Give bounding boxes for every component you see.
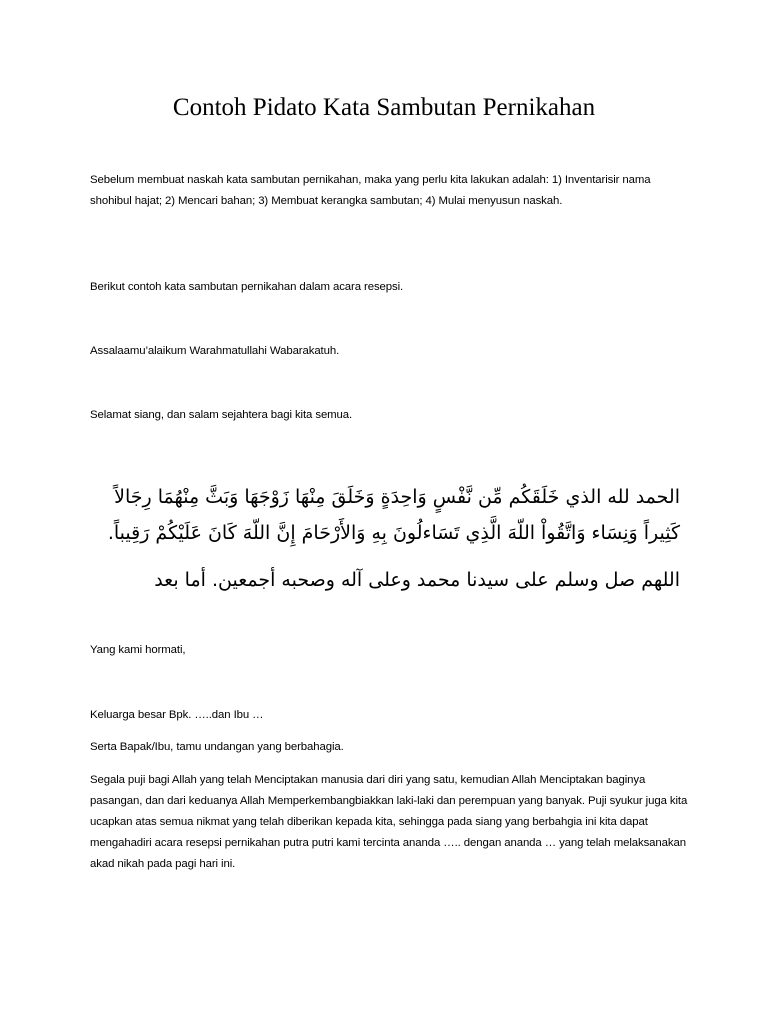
- example-intro-paragraph: Berikut contoh kata sambutan pernikahan dalam acara resepsi.: [90, 281, 404, 293]
- guests-line: Serta Bapak/Ibu, tamu undangan yang berbahagia.: [90, 741, 344, 753]
- page-title: Contoh Pidato Kata Sambutan Pernikahan: [172, 94, 596, 121]
- honored-guests-line: Yang kami hormati,: [90, 644, 186, 656]
- arabic-shalawat: اللهم صل وسلم على سيدنا محمد وعلى آله وصحبه أجمعين. أما بعد: [154, 569, 680, 591]
- greeting-paragraph: Assalaamu’alaikum Warahmatullahi Wabarakatuh.: [90, 345, 340, 357]
- intro-paragraph: Sebelum membuat naskah kata sambutan pernikahan, maka yang perlu kita lakukan adalah: 1) Inventarisir nama shohibul hajat; 2) Mencari bahan; 3) Membuat kerangka sambutan; 4) Mulai menyusun naskah.: [90, 174, 651, 207]
- salutation-paragraph: Selamat siang, dan salam sejahtera bagi kita semua.: [90, 409, 353, 421]
- arabic-verse: الحمد لله الذي خَلَقَكُم مِّن نَّفْسٍ وَاحِدَةٍ وَخَلَقَ مِنْهَا زَوْجَهَا وَبَثَّ مِنْهُمَا رِجَالاً كَثِيراً وَنِسَاء وَاتَّقُواْ اللّهَ الَّذِي تَسَاءلُونَ بِهِ وَالأَرْحَامَ إِنَّ اللّهَ كَانَ عَلَيْكُمْ رَقِيباً.: [107, 486, 680, 544]
- family-line: Keluarga besar Bpk. …..dan Ibu …: [90, 709, 264, 721]
- praise-paragraph: Segala puji bagi Allah yang telah Menciptakan manusia dari diri yang satu, kemudian Allah Menciptakan baginya pasangan, dan dari keduanya Allah Memperkembangbiakkan laki-laki dan perempuan yang banyak. Puji syukur juga kita ucapkan atas semua nikmat yang telah diberikan kepada kita, sehingga pada siang yang berbahgia ini kita dapat mengahadiri acara resepsi pernikahan putra putri kami tercinta ananda ….. dengan ananda … yang telah melaksanakan akad nikah pada pagi hari ini.: [90, 774, 688, 870]
